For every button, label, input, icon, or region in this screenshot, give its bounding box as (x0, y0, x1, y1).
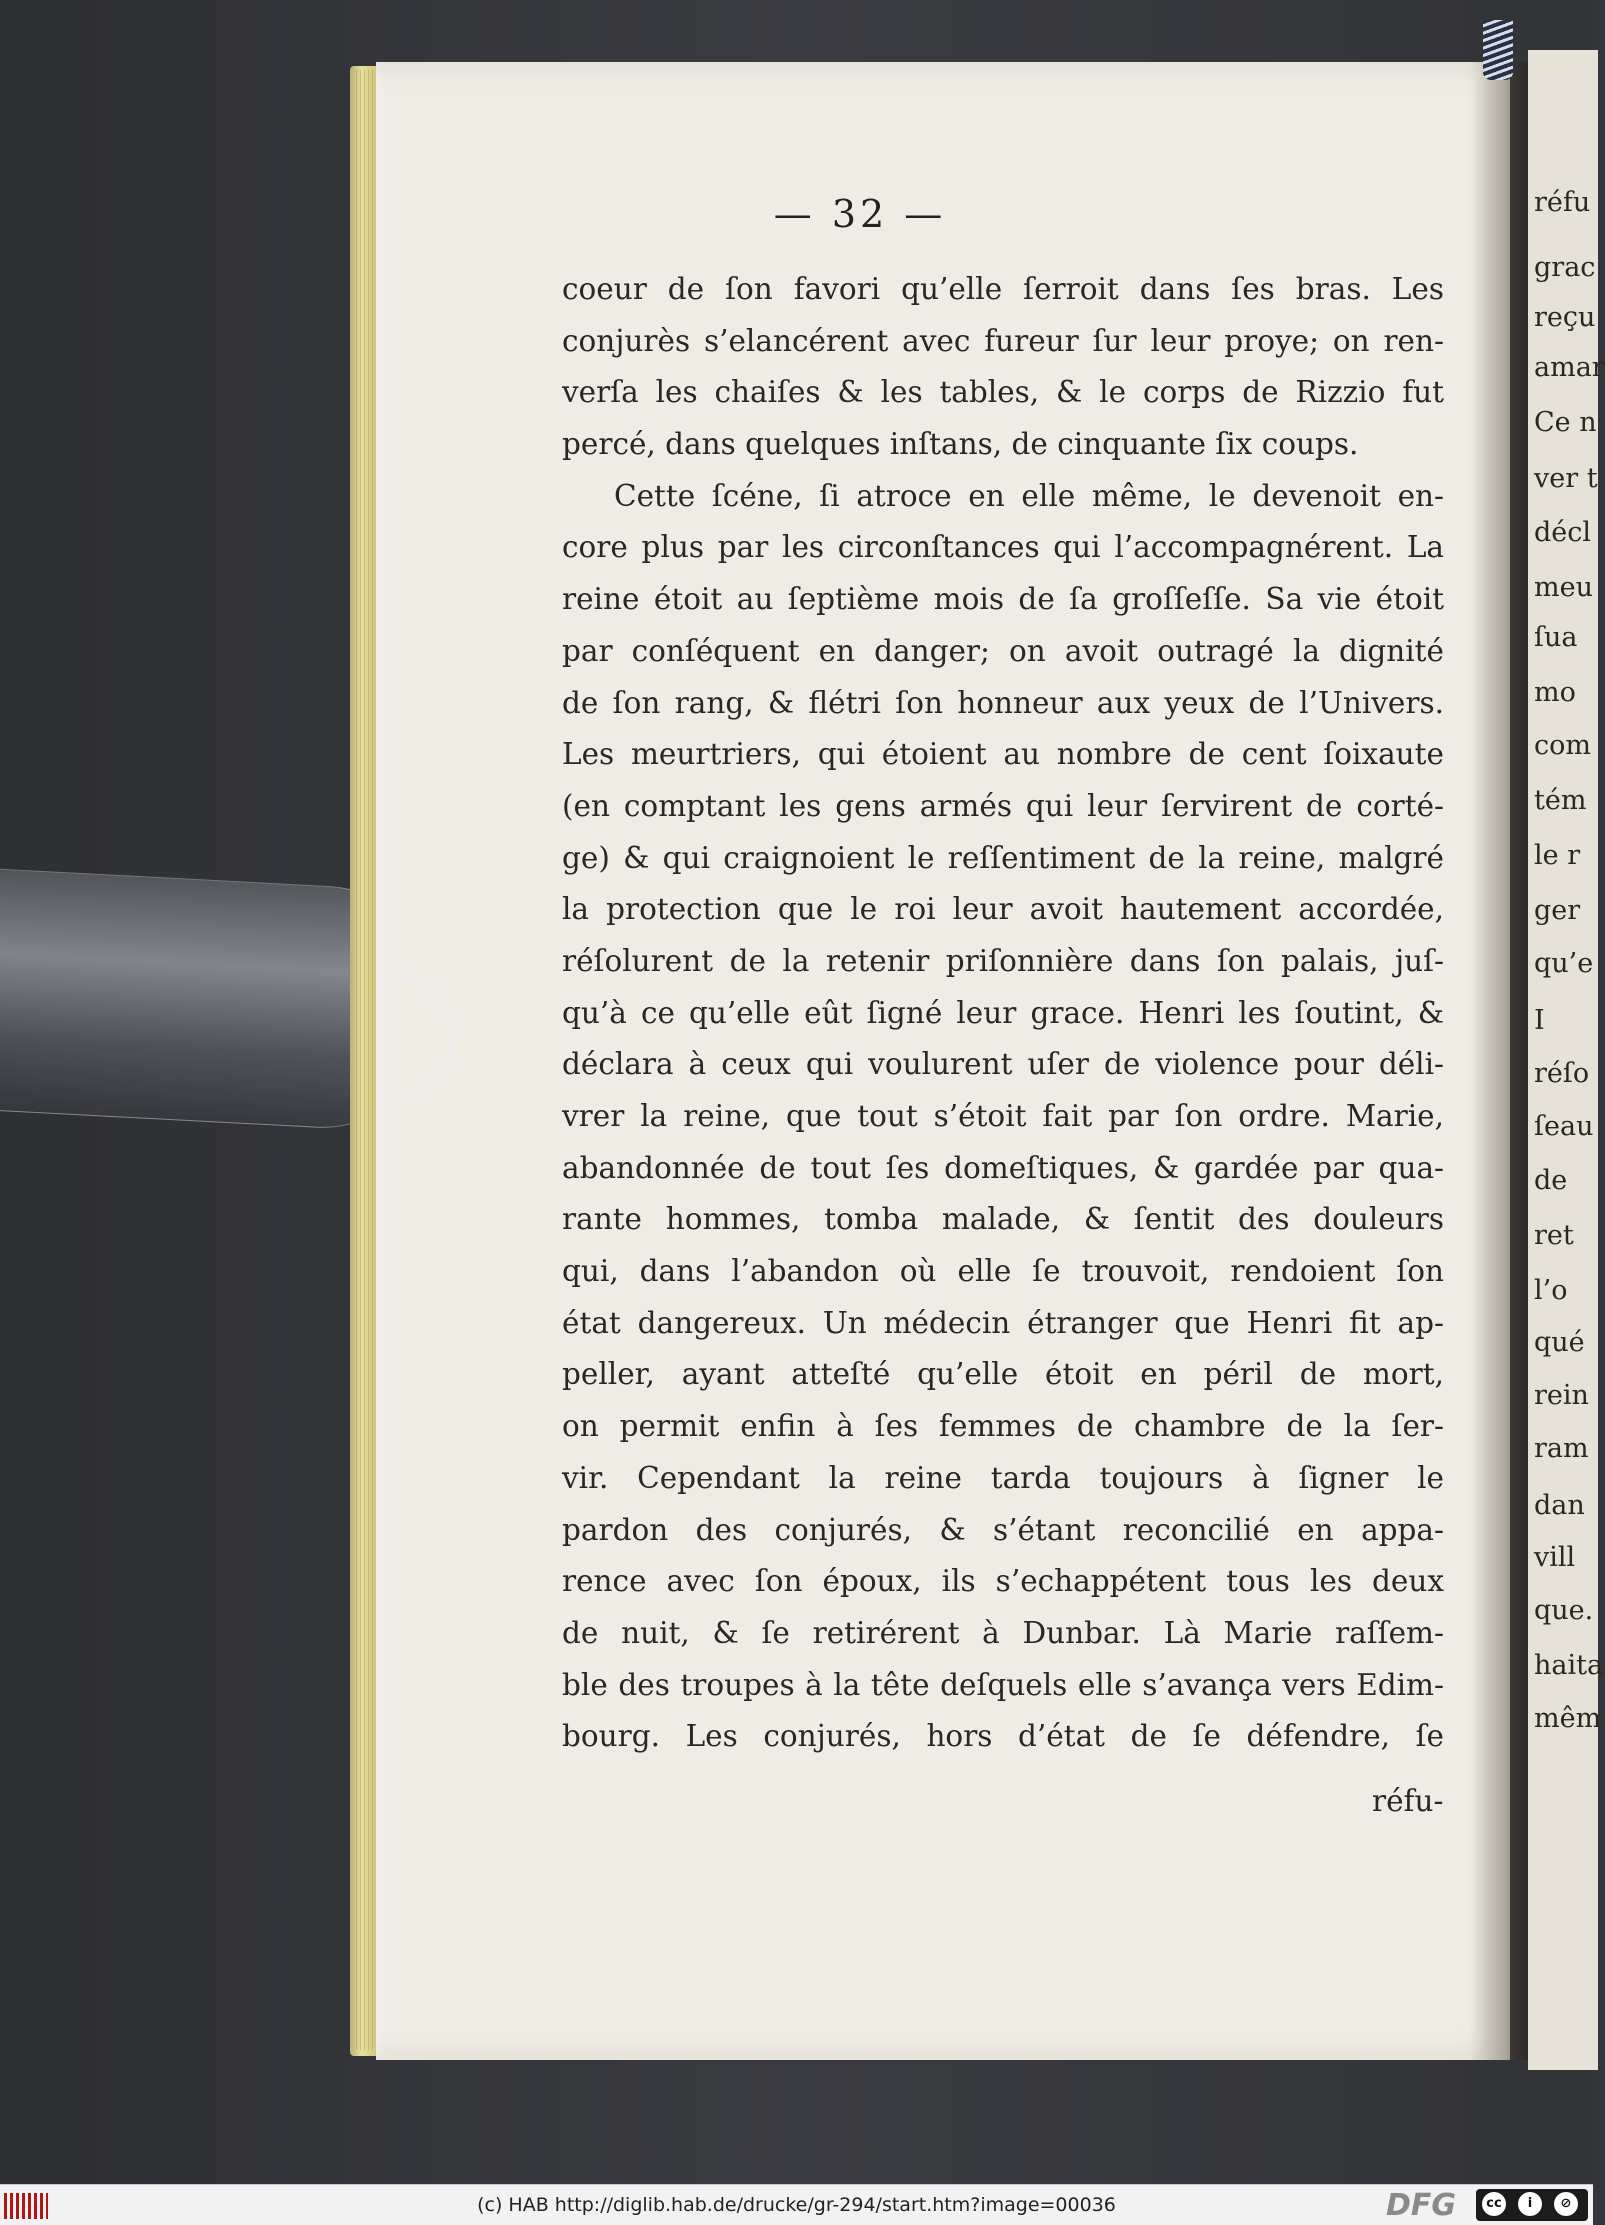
facing-page-word: ger (1534, 895, 1581, 926)
text-line: core plus par les circonſtances qui l’accompagnérent. La (562, 530, 1444, 565)
bookmark-ribbon (1483, 20, 1513, 80)
text-line: percé, dans quelques inſtans, de cinquante ſix coups. (562, 427, 1359, 462)
facing-page-word: grac (1534, 252, 1596, 283)
facing-page-word: ver t (1534, 463, 1598, 494)
facing-page-word: dan (1534, 1490, 1585, 1521)
facing-page-word: qué (1534, 1327, 1585, 1358)
cc-license-badge[interactable] (1476, 2189, 1588, 2221)
text-line: vir. Cependant la reine tarda toujours à ſigner le (562, 1460, 1444, 1495)
text-line: abandonnée de tout ſes domeſtiques, & gardée par qua- (562, 1150, 1444, 1185)
facing-page-word: meu (1534, 572, 1593, 603)
body-text (562, 264, 1444, 1763)
text-line: rence avec ſon époux, ils s’echappétent tous les deux (562, 1564, 1444, 1599)
facing-page-word: amar (1534, 352, 1605, 383)
facing-page-word: réſo (1534, 1058, 1590, 1089)
facing-page-word: le r (1534, 840, 1581, 871)
text-line: verſa les chaiſes & les tables, & le corps de Rizzio fut (562, 375, 1444, 410)
catchword: réfu- (1372, 1784, 1444, 1818)
text-line: coeur de ſon favori qu’elle ſerroit dans ſes bras. Les (562, 272, 1444, 306)
facing-page-word: tém (1534, 785, 1587, 816)
facing-page-word: rein (1534, 1380, 1589, 1411)
facing-page-word: ram (1534, 1433, 1589, 1464)
text-line: déclara à ceux qui voulurent uſer de violence pour déli- (562, 1047, 1444, 1082)
text-line: bourg. Les conjurés, hors d’état de ſe défendre, ſe (562, 1719, 1444, 1754)
facing-page-word: I (1534, 1005, 1545, 1036)
text-line: on permit enfin à ſes femmes de chambre de la ſer- (562, 1409, 1444, 1444)
footer-bar (0, 2184, 1593, 2225)
facing-page-word: ſeau (1534, 1111, 1594, 1142)
text-line: qu’à ce qu’elle eût ſigné leur grace. Henri les ſoutint, & (562, 995, 1444, 1030)
dfg-logo: DFG (1386, 2188, 1457, 2223)
text-line: pardon des conjurés, & s’étant reconcilié en appa- (562, 1512, 1444, 1547)
facing-page-word: haita (1534, 1650, 1604, 1681)
page-stack-lines (356, 70, 378, 2050)
facing-page-word: qu’e (1534, 948, 1594, 979)
attribution-icon: i (1518, 2192, 1542, 2216)
facing-page-word: décl (1534, 517, 1592, 548)
text-line: la protection que le roi leur avoit hautement accordée, (562, 892, 1444, 927)
text-line: ble des troupes à la tête deſquels elle s’avança vers Edim- (562, 1667, 1444, 1702)
text-line: de ſon rang, & flétri ſon honneur aux yeux de l’Univers. (562, 685, 1444, 720)
facing-page-word: ſua (1534, 622, 1578, 653)
cc-icon: cc (1482, 2192, 1506, 2216)
facing-page-word: de (1534, 1165, 1568, 1196)
facing-page-word: Ce n (1534, 407, 1597, 438)
text-line: de nuit, & ſe retirérent à Dunbar. Là Marie raſſem- (562, 1615, 1444, 1650)
text-line: rante hommes, tomba malade, & ſentit des douleurs (562, 1202, 1444, 1237)
facing-page-word: réfu (1534, 187, 1591, 218)
facing-page-word: ret (1534, 1220, 1574, 1251)
facing-page-word: mêm (1534, 1703, 1602, 1734)
text-line: reine étoit au ſeptième mois de ſa groſſeſſe. Sa vie étoit (562, 582, 1444, 617)
text-line: conjurès s’elancérent avec fureur ſur leur proye; on ren- (562, 323, 1444, 358)
facing-page-fragment (1528, 50, 1605, 2070)
facing-page-word: com (1534, 730, 1591, 761)
page-number: — 32 — (773, 192, 947, 236)
facing-page-word: reçu (1534, 302, 1596, 333)
text-line: qui, dans l’abandon où elle ſe trouvoit, rendoient ſon (562, 1254, 1444, 1289)
text-line: peller, ayant atteſté qu’elle étoit en péril de mort, (562, 1357, 1444, 1392)
text-line: état dangereux. Un médecin étranger que Henri fit ap- (562, 1305, 1444, 1340)
facing-page-word: vill (1534, 1542, 1576, 1573)
share-alike-icon: ⊘ (1554, 2192, 1578, 2216)
text-line: (en comptant les gens armés qui leur ſervirent de corté- (562, 788, 1444, 823)
facing-page-word: que. (1534, 1595, 1594, 1626)
text-line: ge) & qui craignoient le reſſentiment de la reine, malgré (562, 840, 1444, 875)
text-line: Les meurtriers, qui étoient au nombre de cent ſoixaute (562, 737, 1444, 772)
page-gutter (1470, 62, 1530, 2060)
text-line: Cette ſcéne, ſi atroce en elle même, le devenoit en- (614, 478, 1444, 513)
facing-page-word: l’o (1534, 1275, 1568, 1306)
text-line: réſolurent de la retenir priſonnière dans ſon palais, juſ- (562, 943, 1444, 978)
facing-page-word: mo (1534, 677, 1576, 708)
text-line: par conſéquent en danger; on avoit outragé la dignité (562, 633, 1444, 668)
text-line: vrer la reine, que tout s’étoit fait par ſon ordre. Marie, (562, 1099, 1444, 1133)
footer-credit[interactable]: (c) HAB http://diglib.hab.de/drucke/gr-294/start.htm?image=00036 (477, 2194, 1116, 2216)
